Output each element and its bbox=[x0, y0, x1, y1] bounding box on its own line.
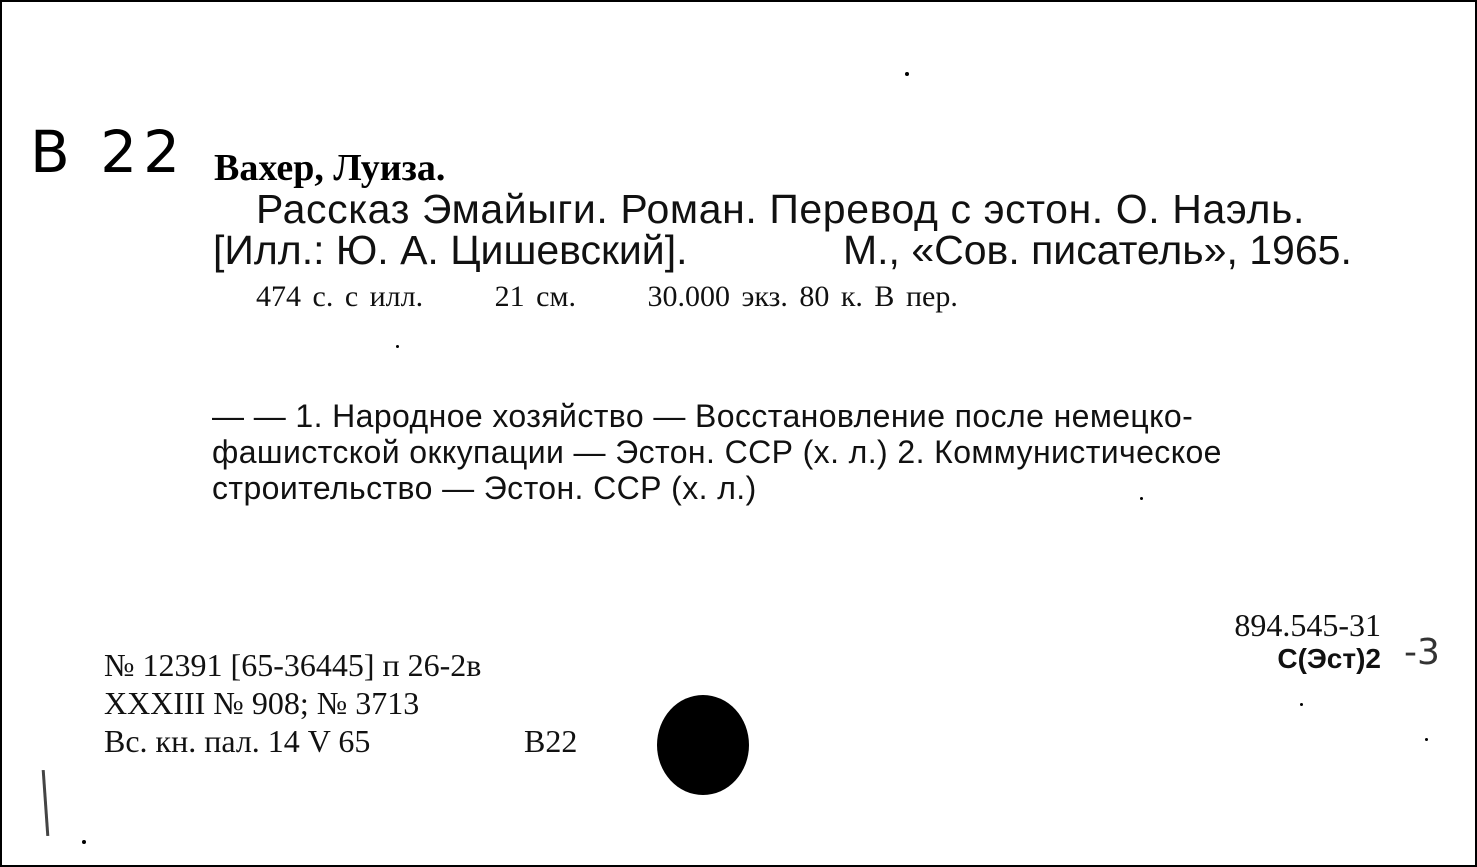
classification-code: С(Эст)2 bbox=[1277, 643, 1381, 674]
card-punch-hole bbox=[657, 695, 749, 795]
subject-line: — — 1. Народное хозяйство — Восстановление после немецко- bbox=[212, 398, 1194, 434]
registry-block bbox=[104, 646, 578, 760]
ink-speck bbox=[1425, 738, 1428, 741]
registry-line: Вс. кн. пал. 14 V 65 bbox=[104, 723, 371, 759]
subject-line: фашистской оккупации — Эстон. ССР (х. л.) 2. Коммунистическое bbox=[212, 434, 1222, 470]
registry-line: № 12391 [65-36445] п 26-2в bbox=[104, 647, 482, 683]
subject-line: строительство — Эстон. ССР (х. л.) bbox=[212, 470, 757, 506]
handwritten-call-mark: В 22 bbox=[30, 118, 187, 186]
imprint-line bbox=[213, 227, 1352, 274]
classification-block bbox=[1234, 608, 1381, 676]
classification-number: 894.545-31 bbox=[1234, 607, 1381, 643]
subject-headings bbox=[212, 398, 1222, 506]
ink-speck bbox=[82, 840, 86, 844]
registry-code: В22 bbox=[524, 723, 578, 759]
copies-price-info: 30.000 экз. 80 к. В пер. bbox=[647, 280, 958, 313]
title-statement: Рассказ Эмайыги. Роман. Перевод с эстон. О. Наэль. bbox=[256, 186, 1305, 232]
size-info: 21 см. bbox=[494, 280, 576, 313]
ink-speck bbox=[1140, 497, 1143, 500]
illustrator-note: [Илл.: Ю. А. Цишевский]. bbox=[213, 227, 688, 273]
publication-info: М., «Сов. писатель», 1965. bbox=[843, 227, 1352, 273]
ink-speck bbox=[396, 345, 399, 348]
collation-line bbox=[256, 280, 958, 314]
pages-info: 474 с. с илл. bbox=[256, 280, 424, 313]
ink-speck bbox=[905, 72, 909, 76]
author-heading: Вахер, Луиза. bbox=[214, 147, 446, 189]
pencil-note: -3 bbox=[1404, 632, 1440, 673]
registry-line: XXXIII № 908; № 3713 bbox=[104, 685, 420, 721]
ink-speck bbox=[1300, 703, 1303, 706]
